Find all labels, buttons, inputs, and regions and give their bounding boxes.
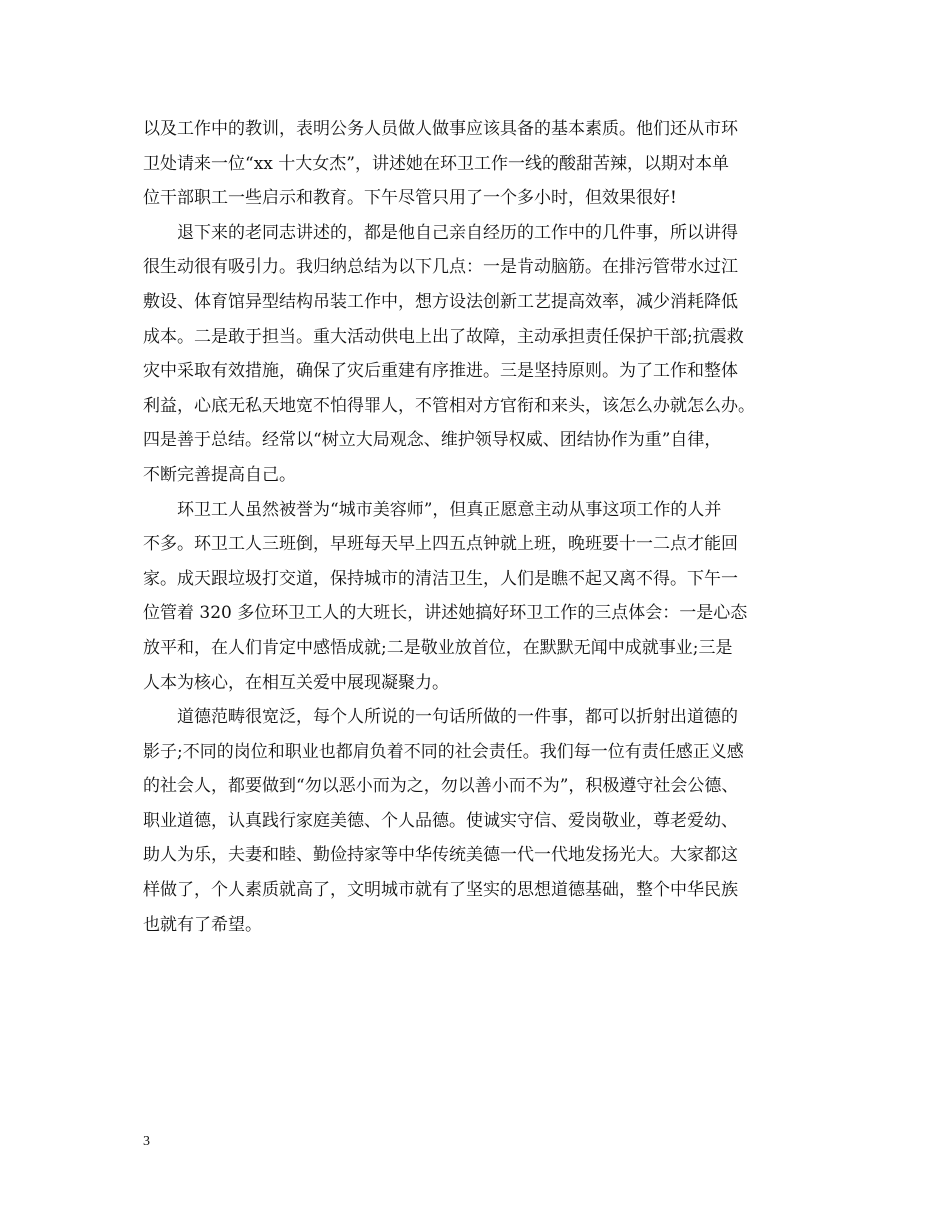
text-line: 敷设、体育馆异型结构吊装工作中，想方设法创新工艺提高效率，减少消耗降低 — [143, 291, 738, 312]
paragraph-3 — [143, 493, 823, 701]
paragraph-2 — [143, 216, 823, 493]
text-line: 卫处请来一位“xx 十大女杰”，讲述她在环卫工作一线的酸甜苦辣，以期对本单 — [143, 153, 729, 174]
text-line: 成本。二是敢于担当。重大活动供电上出了故障，主动承担责任保护干部;抗震救 — [143, 326, 744, 347]
text-line: 灾中采取有效措施，确保了灾后重建有序推进。三是坚持原则。为了工作和整体 — [143, 361, 738, 382]
text-line: 很生动很有吸引力。我归纳总结为以下几点：一是肯动脑筋。在排污管带水过江 — [143, 257, 738, 278]
text-line: 也就有了希望。 — [143, 914, 262, 935]
page-number: 3 — [143, 1134, 150, 1149]
text-line: 职业道德，认真践行家庭美德、个人品德。使诚实守信、爱岗敬业，尊老爱幼、 — [143, 810, 738, 831]
text-line: 不多。环卫工人三班倒，早班每天早上四五点钟就上班，晚班要十一二点才能回 — [143, 534, 738, 555]
text-line: 四是善于总结。经常以“树立大局观念、维护领导权威、团结协作为重”自律， — [143, 430, 722, 451]
text-line: 样做了，个人素质就高了，文明城市就有了坚实的思想道德基础，整个中华民族 — [143, 880, 738, 901]
paragraph-4 — [143, 700, 823, 942]
text-line: 利益，心底无私天地宽不怕得罪人，不管相对方官衔和来头，该怎么办就怎么办。 — [143, 395, 755, 416]
text-line: 的社会人，都要做到“勿以恶小而为之，勿以善小而不为”，积极遵守社会公德、 — [143, 776, 739, 797]
document-body — [143, 112, 823, 942]
text-line: 退下来的老同志讲述的，都是他自己亲自经历的工作中的几件事，所以讲得 — [177, 222, 738, 243]
text-line: 放平和，在人们肯定中感悟成就;二是敬业放首位，在默默无闻中成就事业;三是 — [143, 637, 733, 658]
text-line: 助人为乐，夫妻和睦、勤俭持家等中华传统美德一代一代地发扬光大。大家都这 — [143, 845, 738, 866]
text-line: 环卫工人虽然被誉为“城市美容师”，但真正愿意主动从事这项工作的人并 — [177, 499, 722, 520]
text-line: 不断完善提高自己。 — [143, 464, 296, 485]
text-line: 人本为核心，在相互关爱中展现凝聚力。 — [143, 672, 449, 693]
text-line: 以及工作中的教训，表明公务人员做人做事应该具备的基本素质。他们还从市环 — [143, 119, 738, 139]
text-line: 家。成天跟垃圾打交道，保持城市的清洁卫生，人们是瞧不起又离不得。下午一 — [143, 568, 738, 589]
text-line: 位干部职工一些启示和教育。下午尽管只用了一个多小时，但效果很好! — [143, 188, 677, 209]
text-line: 影子;不同的岗位和职业也都肩负着不同的社会责任。我们每一位有责任感正义感 — [143, 741, 744, 762]
text-line: 位管着 320 多位环卫工人的大班长，讲述她搞好环卫工作的三点体会：一是心态 — [143, 603, 748, 624]
paragraph-1 — [143, 112, 823, 216]
text-line: 道德范畴很宽泛，每个人所说的一句话所做的一件事，都可以折射出道德的 — [177, 707, 738, 728]
